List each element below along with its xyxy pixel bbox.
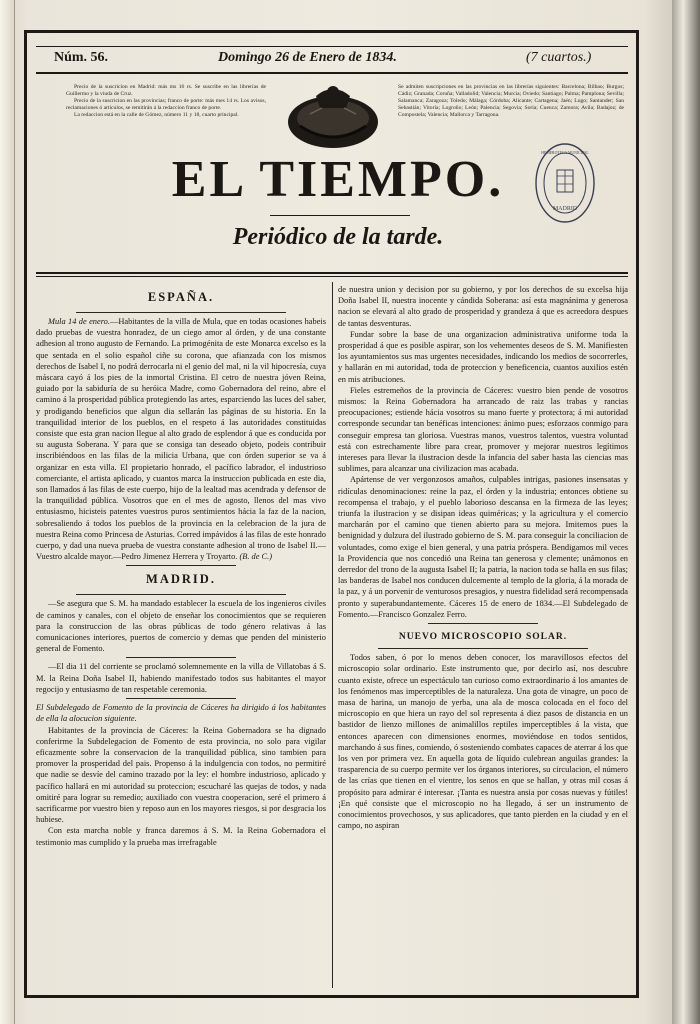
madrid-item-1: —Se asegura que S. M. ha mandado establecer la escuela de los ingenieros civiles de caminos y canales, con el objeto de enseñar los conocimientos que se requieren para la construccion de las obras públicas de todo género relativas á las comunicaciones interiores, puertos de comercio y demas que penden del ministerio general de Fomento.: [36, 599, 326, 654]
caceres-continued: de nuestra union y decision por su gobierno, y por los derechos de su excelsa hija Doña Isabel II, nuestra inocente y cándida Soberana: así esta magnánima y generosa nacion se elevará al alto grado de prosperidad y grandeza á que es acreedora despues de tantas desventuras.: [338, 285, 628, 328]
subscription-info-left: [66, 84, 266, 148]
binding-edge-right: [672, 0, 700, 1024]
binding-edge-left: [0, 0, 15, 1024]
madrid-item-2: —El dia 11 del corriente se proclamó solemnemente en la villa de Villatobas á S. M. la Reina Doña Isabel II, habiendo manifestado todos sus habitantes el mayor regocijo y entusiasmo de tan respetable ceremonia.: [36, 662, 326, 694]
masthead-rule-bottom: [36, 72, 628, 74]
caceres-paragraph-3: Fieles estremeños de la provincia de Cáceres: vuestro bien pende de vosotros mismos: la Reina Gobernadora ha arrancado de raiz las trabas y rancias preocupaciones; estiende hácia vosotros su mano fuerte y protectora; á mi autoridad corresponde secundar tan benéficas intenciones: ánimo pues; esforzaos conmigo para conseguir empresa tan gloriosa. Vuestras manos, vuestros talentos, vuestra voluntad está con estrechamente libre para crear, promover y mejorar nuestros legítimos intereses para llevar la ilustracion desde la infancia del saber hasta las ciencias mas sublimes, para alcanzar una civilizacion mas acabada.: [338, 385, 628, 474]
caceres-paragraph-2: Fundar sobre la base de una organizacion administrativa uniforme toda la prosperidad á que es posible aspirar, son los vehementes deseos de S. M. Manifiesten los ayuntamientos sus mas urgentes necesidades, indicando los medios de socorrerles, y hallarán en mi autoridad, toda de proteccion y beneficencia, cuantos auxilios estén en mis atribuciones.: [338, 329, 628, 384]
section-rule-micro: [378, 648, 588, 649]
issue-price: (7 cuartos.): [526, 50, 592, 65]
stamp-bottom-text: MADRID: [552, 206, 578, 212]
item-rule-1: [126, 657, 236, 658]
header-divider-thin: [36, 276, 628, 277]
masthead-rule-top: [36, 46, 628, 47]
issue-date: Domingo 26 de Enero de 1834.: [218, 50, 397, 65]
section-rule: [76, 312, 286, 313]
caceres-body: Habitantes de la provincia de Cáceres: la Reina Gobernadora se ha dignado conferirme la Subdelegacion de Fomento de esta provincia, no solo para vigilar eficazmente sobre la conservacion de la tranquilidad pública, sino tambien para promover la prosperidad del pais. Propenso á la indulgencia con todos, no permitiré que nadie se desvíe del camino trazado por la ley: el hombre industrioso, aplicado y pacífico hallará en mi autoridad su proteccion; escucharé las quejas de todos, y nada omitiré para lograr su remedio; auxiliado con vuestra cooperacion, seré el primero á sacrificarme por vuestro bien y reposo aun en los mayores riesgos, si por desgracia los hubiese.: [36, 725, 326, 825]
column-divider: [332, 282, 333, 988]
fineprint-left-1: Precio de la suscricion en Madrid: más ms 16 rs. Se suscribe en las librerías de Guillermo y la viuda de Cruz.: [66, 84, 266, 97]
item-rule-2: [126, 698, 236, 699]
issue-number: Núm. 56.: [54, 50, 109, 65]
left-column: [36, 284, 326, 990]
mula-dateline: Mula 14 de enero.: [48, 317, 110, 326]
fineprint-left-2: Precio de la suscricion en las provincias; franco de porte: más mes 14 rs. Los avisos, reclamaciones ó artículos, se remitirán á la redaccion franco de porte.: [66, 98, 266, 111]
article-rule-right: [428, 623, 538, 624]
caceres-intro: El Subdelegado de Fomento de la provincia de Cáceres ha dirigido á los habitantes de ella la alocucion siguiente.: [36, 703, 326, 724]
caceres-body-2: Con esta marcha noble y franca daremos á S. M. la Reina Gobernadora el testimonio mas cumplido y la prueba mas irrefragable: [36, 826, 326, 847]
masthead-row: [52, 50, 622, 70]
microscope-body: Todos saben, ó por lo menos deben conocer, los maravillosos efectos del microscopio solar ordinario. Este instrumento que, por decirlo así, nos descubre cuanto existe, ofrece un espectáculo tan curioso como extraordinario á los amantes de los fenómenos mas imperceptibles de la naturaleza. Una gota de vinagre, un poco de masa de harina, un manojo de yerba, una ala de mosca colocada en el foco del microscopio en que hiera un rayo del sol representa á diez pasos de distancia en un bastidor de lienzo millones de animalillos reptiles imperceptibles á la vista, que entonces aparecen con dimensiones enormes, moviéndose en todos sentidos, marchando á sus fines, comiendo, ó sosteniendo combates capaces de aterrar á los que los ven por primera vez. En aquella gota de líquido culebrean anguilas grandes: la trasparencia de su cuerpo permite ver los órganos interiores, su circulacion, el número de las crías que tienen en el vientre, los senos en que se hallan, y otras mil cosas á propósito para admirar é interesar. ¡Tanta es nuestra ansia por cosas nuevas y fútiles! ¡En qué consiste que el microscopio no ha llegado, á ser un instrumento de conocimientos provechosos, y sus aplicadores, que tanto pierden en la ciudad y en el campo, no aspiran: [338, 653, 628, 831]
caceres-paragraph-4: Apártense de ver vergonzosos amaños, culpables intrigas, pasiones insensatas y ridículas denominaciones: reine la paz, el órden y la industria; entonces obtiene su recompensa el trabajo, y el pueblo laborioso descansa en la firmeza de las leyes; triunfa la ilustracion y se disipan ideas quiméricas; y la agricultura y el comercio marcharán por el camino que tienen abierto para su mejora. Imitemos pues la benignidad y dulzura del ilustrado gobierno de S. M. para conseguir la conciliacion de voluntades, como exige el bien general, y una patria próspera. Bendigamos mil veces la Providencia que nos concedió una Reina tan generosa y clemente; unámonos en derredor del trono de la augusta Isabel II; la patria, la nacion toda se halla en sus filas; las banderas de Isabel nos conducen dulcemente al templo de la gloria, á la morada de la paz, y á un porvenir de venturosos presagios, y nuestra fidelidad será recompensada pronto y superabundantemente. Cáceres 15 de enero de 1834.—El Subdelegado de Fomento.—Francisco Gonzalez Ferro.: [338, 475, 628, 619]
section-espana-heading: ESPAÑA.: [147, 290, 215, 304]
section-madrid-heading: MADRID.: [146, 572, 216, 587]
section-rule-madrid: [76, 594, 286, 595]
header-divider: [36, 272, 628, 274]
stamp-top-text: HEMEROTECA MUNICIPAL: [541, 151, 589, 155]
fineprint-left-3: La redaccion está en la calle de Gómez, número 11 y 18, cuarto principal.: [74, 112, 239, 118]
right-column: [338, 284, 628, 990]
article-rule: [126, 565, 236, 566]
mula-source: (B. de C.): [239, 552, 273, 562]
section-microscope-heading: NUEVO MICROSCOPIO SOLAR.: [398, 632, 568, 643]
title-underline: [270, 215, 410, 216]
crest-emblem-icon: [286, 78, 380, 152]
mula-body: —Habitantes de la villa de Mula, que en todas ocasiones habeis dado pruebas de vuestra honradez, de un ciego amor al órden, y de una constante adhesion al trono augusto de Fernando. La primogénita de este Monarca excelso es la que sentada en el solio español ciñe su corona, que afianzada con los mismos derechos de Isabel I, no podrá derrocarla ni el genio del mal, ni la vil hipocresía, cuya máscara cayó á los pies de la inmortal Cristina. El cetro de nuestra jóven Reina, guiado por la sabiduría de su heróica Madre, como Gobernadora del reino, abre el camino á la prosperidad pública protegiendo las artes, esparciendo las luces del saber, y prodigando beneficios que algun dia sellarán las páginas de su historia. En la tranquilidad interior de los pueblos, en el respeto á las autoridades constituidas consiste que esta gran nacion llegue al alto grado de esplendor á que es conducida por su augusta Soberana. Y para que se consiga tan deseado objeto, podeis contribuir inscribiéndoos en las filas de la milicia Urbana, que con órden superior se va á organizar en esta villa. El propietario honrado, el pacífico labrador, el industrioso comerciante, el artista aplicado, y cuantos marca la instruccion publicada en este dia, son llamados á las filas de este cuerpo, hijo de la lealtad mas acendrada y defensor de la tranquilidad pública. Vosotros que en el mes de agosto, llenos del mas vivo entusiasmo, hicisteis patentes vuestros puros sentimientos hácia la faz de la nacion, sobresaliendo á todos los pueblos de la provincia en la celebracion de la jura de nuestra Reina como Princesa de Asturias. Corred impávidos á las filas de este honrado cuerpo, y dad una nueva prueba de vuestra constante adhesion al trono de Isabel II.—Vuestro alcalde mayor.—Pedro Jimenez Herrera y Troyarto.: [36, 317, 326, 562]
newspaper-subtitle: Periódico de la tarde.: [232, 224, 444, 250]
article-mula: [36, 316, 326, 562]
newspaper-title: EL TIEMPO.: [171, 151, 505, 208]
library-stamp-icon: [534, 142, 596, 224]
subscription-info-right: Se admiten suscripciones en las provincias en las librerías siguientes: Barcelona; Bilbao; Burgos; Cádiz; Granada; Coruña; Valladolid; Valencia; Murcia; Oviedo; Santiago; Palma; Pamplona; Sevilla; Salamanca; Zaragoza; Toledo; Málaga; Córdoba; Alicante; Cartagena; Jaén; Lugo; Santander; San Sebastián; Vitoria; Logroño; León; Palencia; Segovia; Soria; Cuenca; Zamora; Avila; Badajoz; de Compostela; Valencia; Mallorca y Tarragona.: [398, 84, 624, 118]
